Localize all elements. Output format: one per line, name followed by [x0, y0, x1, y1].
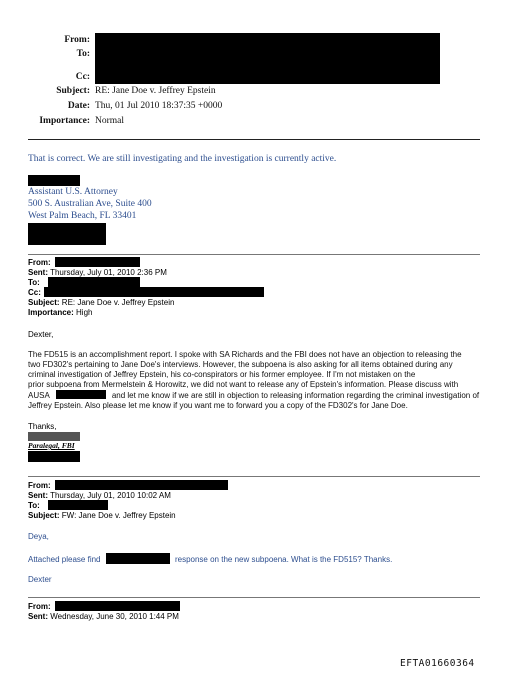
closing-3: Dexter — [28, 575, 52, 584]
redaction-to — [95, 46, 440, 68]
importance-label-2: Importance: — [28, 308, 74, 317]
sent-label-2: Sent: — [28, 268, 48, 277]
subject-label-2: Subject: — [28, 298, 60, 307]
from-label-4: From: — [28, 602, 51, 611]
sent-line-2 — [28, 268, 167, 277]
redaction-ausa-name — [56, 390, 106, 399]
redaction-cc — [95, 68, 440, 84]
subject-line-2 — [28, 298, 174, 307]
cc-label: Cc: — [75, 72, 90, 82]
signature-title: Assistant U.S. Attorney — [28, 187, 118, 197]
body-line-4: prior subpoena from Mermelstein & Horowitz, we did not want to release any of Epstein's information. Please discuss with — [28, 380, 459, 389]
divider-3 — [28, 597, 480, 598]
subject-value-2: RE: Jane Doe v. Jeffrey Epstein — [61, 298, 175, 307]
header-divider — [28, 139, 480, 140]
email-body: That is correct. We are still investigating and the investigation is currently active. — [28, 154, 337, 164]
to-label-3: To: — [28, 501, 40, 510]
divider-1 — [28, 254, 480, 255]
body-3-post: response on the new subpoena. What is the FD515? Thanks. — [174, 555, 393, 564]
body-line-3: criminal investigation of Jeffrey Epstein, his co-conspirators or his former employee. If I'm not mistaken on the — [28, 370, 416, 379]
body-line-1: The FD515 is an accomplishment report. I spoke with SA Richards and the FBI does not have an objection to releasing the — [28, 350, 462, 359]
cc-label-2: Cc: — [28, 288, 41, 297]
sent-label-4: Sent: — [28, 612, 48, 621]
body-paragraph-2 — [28, 350, 479, 411]
redaction-to-3 — [48, 500, 108, 510]
subject-label-3: Subject: — [28, 511, 60, 520]
redaction-from — [95, 33, 440, 46]
sent-line-4 — [28, 612, 179, 621]
redaction-to-2 — [48, 277, 140, 287]
paralegal-title: Paralegal, FBI — [28, 441, 75, 450]
signature-address-2: West Palm Beach, FL 33401 — [28, 211, 137, 221]
from-label-2: From: — [28, 258, 51, 267]
greeting-2: Dexter, — [28, 330, 54, 339]
subject-label: Subject: — [56, 86, 90, 96]
from-label: From: — [64, 35, 90, 45]
to-label-2: To: — [28, 278, 40, 287]
redaction-attachment-name — [106, 553, 170, 564]
sent-label-3: Sent: — [28, 491, 48, 500]
date-value: Thu, 01 Jul 2010 18:37:35 +0000 — [95, 101, 223, 111]
thanks-2: Thanks, — [28, 422, 57, 431]
from-label-3: From: — [28, 481, 51, 490]
subject-value: RE: Jane Doe v. Jeffrey Epstein — [95, 86, 216, 96]
ausa-label: AUSA — [28, 391, 50, 400]
importance-label: Importance: — [39, 116, 90, 126]
to-label: To: — [76, 49, 90, 59]
body-3-pre: Attached please find — [28, 555, 101, 564]
greeting-3: Deya, — [28, 532, 49, 541]
redaction-paralegal-name — [28, 432, 80, 441]
redaction-cc-2 — [44, 287, 264, 297]
subject-value-3: FW: Jane Doe v. Jeffrey Epstein — [61, 511, 176, 520]
sent-value-3: Thursday, July 01, 2010 10:02 AM — [50, 491, 171, 500]
subject-line-3 — [28, 511, 176, 520]
redaction-from-2 — [55, 257, 140, 267]
date-label: Date: — [67, 101, 90, 111]
document-id: EFTA01660364 — [400, 658, 475, 669]
importance-value-2: High — [76, 308, 93, 317]
sent-value-2: Thursday, July 01, 2010 2:36 PM — [50, 268, 167, 277]
body-line-5 — [28, 390, 479, 401]
importance-value: Normal — [95, 116, 125, 126]
divider-2 — [28, 476, 480, 477]
redaction-contact — [28, 223, 106, 245]
sent-value-4: Wednesday, June 30, 2010 1:44 PM — [50, 612, 179, 621]
importance-line-2 — [28, 308, 92, 317]
body-line-5-rest: and let me know if we are still in objection to releasing information regarding the criminal investigation of — [111, 391, 480, 400]
redaction-from-4 — [55, 601, 180, 611]
redaction-paralegal-contact — [28, 451, 80, 462]
body-line-2: two FD302's pertaining to Jane Doe's interviews. However, the subpoena is also asking for all items obtained during any — [28, 360, 453, 369]
signature-address-1: 500 S. Australian Ave, Suite 400 — [28, 199, 152, 209]
body-3 — [28, 553, 392, 564]
redaction-sender-name — [28, 175, 80, 186]
sent-line-3 — [28, 491, 171, 500]
redaction-from-3 — [55, 480, 228, 490]
body-line-6: Jeffrey Epstein. Also please let me know if you want me to forward you a copy of the FD302's for Jane Doe. — [28, 401, 408, 410]
